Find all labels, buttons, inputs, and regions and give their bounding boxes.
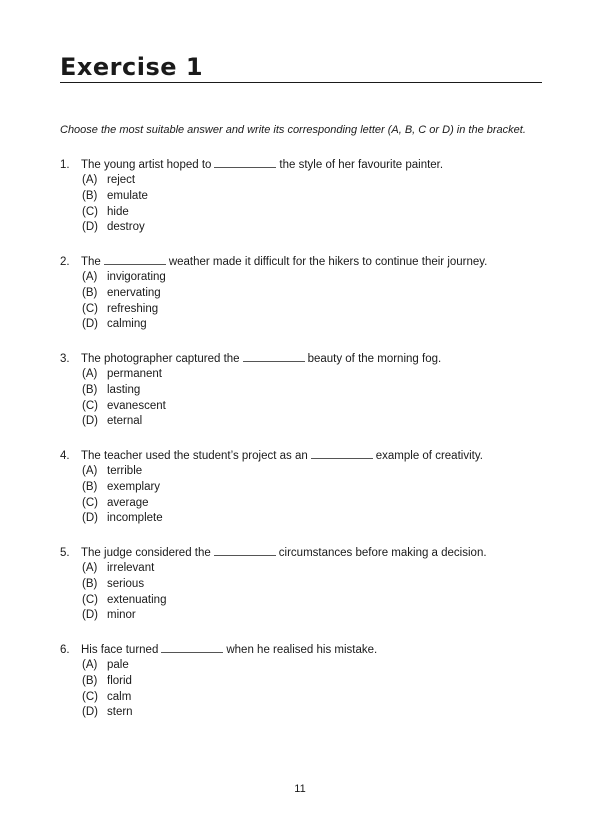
option-text: average <box>107 496 149 509</box>
option-b <box>60 286 560 302</box>
option-c <box>60 690 560 706</box>
stem-before: The photographer captured the <box>81 353 240 365</box>
option-letter: (A) <box>82 174 98 186</box>
option-letter: (C) <box>82 593 98 606</box>
option-letter: (B) <box>82 674 98 687</box>
option-letter: (B) <box>82 286 98 299</box>
option-text: serious <box>107 577 145 590</box>
page-number: 11 <box>294 783 306 795</box>
question-3 <box>60 351 560 448</box>
question-stem <box>60 157 560 173</box>
option-text: hide <box>107 205 129 218</box>
question-number: 1. <box>60 159 70 171</box>
option-c <box>60 205 560 221</box>
stem-after: weather made it difficult for the hikers to continue their journey. <box>168 256 488 268</box>
question-6 <box>60 642 560 739</box>
question-5 <box>60 545 560 642</box>
option-c <box>60 593 560 609</box>
option-text: enervating <box>107 286 161 299</box>
option-d <box>60 317 560 333</box>
question-stem <box>60 254 560 270</box>
option-d <box>60 511 560 527</box>
stem-before: The <box>81 256 101 268</box>
option-a <box>60 561 560 577</box>
stem-before: The judge considered the <box>81 547 211 559</box>
option-text: irrelevant <box>107 562 155 574</box>
answer-blank <box>311 448 373 459</box>
question-number: 2. <box>60 256 70 268</box>
question-stem <box>60 642 560 658</box>
option-letter: (C) <box>82 690 98 703</box>
option-d <box>60 414 560 430</box>
option-letter: (C) <box>82 205 98 218</box>
option-letter: (A) <box>82 659 98 671</box>
option-text: calming <box>107 318 147 331</box>
option-list <box>60 270 560 333</box>
option-a <box>60 658 560 674</box>
option-a <box>60 173 560 189</box>
stem-after: circumstances before making a decision. <box>278 547 487 559</box>
option-c <box>60 496 560 512</box>
option-c <box>60 302 560 318</box>
option-letter: (D) <box>82 318 98 331</box>
option-text: destroy <box>107 221 145 234</box>
option-text: eternal <box>107 415 143 428</box>
option-a <box>60 270 560 286</box>
answer-blank <box>214 157 276 168</box>
option-text: exemplary <box>107 480 161 493</box>
option-letter: (D) <box>82 512 98 525</box>
option-text: extenuating <box>107 593 167 606</box>
option-letter: (B) <box>82 480 98 493</box>
option-letter: (D) <box>82 706 98 719</box>
option-letter: (B) <box>82 189 98 202</box>
option-letter: (B) <box>82 577 98 590</box>
option-text: incomplete <box>107 512 163 525</box>
option-text: stern <box>107 706 133 719</box>
option-d <box>60 608 560 624</box>
question-number: 4. <box>60 450 70 462</box>
question-4 <box>60 448 560 545</box>
answer-blank <box>214 545 276 556</box>
option-letter: (B) <box>82 383 98 396</box>
page-title: Exercise 1 <box>60 53 204 81</box>
option-d <box>60 705 560 721</box>
stem-after: the style of her favourite painter. <box>279 159 444 171</box>
option-letter: (C) <box>82 399 98 412</box>
option-c <box>60 399 560 415</box>
answer-blank <box>104 254 166 265</box>
question-number: 5. <box>60 547 70 559</box>
question-stem <box>60 351 560 367</box>
option-text: terrible <box>107 465 143 477</box>
option-a <box>60 367 560 383</box>
answer-blank <box>243 351 305 362</box>
answer-blank <box>161 642 223 653</box>
option-letter: (A) <box>82 465 98 477</box>
stem-after: beauty of the morning fog. <box>307 353 442 365</box>
option-letter: (C) <box>82 302 98 315</box>
option-letter: (A) <box>82 562 98 574</box>
option-text: evanescent <box>107 399 166 412</box>
option-b <box>60 674 560 690</box>
question-2 <box>60 254 560 351</box>
question-number: 3. <box>60 353 70 365</box>
option-b <box>60 577 560 593</box>
option-list <box>60 367 560 430</box>
question-stem <box>60 448 560 464</box>
stem-after: example of creativity. <box>375 450 483 462</box>
option-letter: (D) <box>82 415 98 428</box>
question-list <box>60 157 560 739</box>
stem-before: The young artist hoped to <box>81 159 212 171</box>
option-b <box>60 189 560 205</box>
option-text: florid <box>107 674 132 687</box>
option-d <box>60 220 560 236</box>
option-text: permanent <box>107 368 162 380</box>
option-text: calm <box>107 690 132 703</box>
question-number: 6. <box>60 644 70 656</box>
option-text: emulate <box>107 189 148 202</box>
option-b <box>60 480 560 496</box>
option-letter: (D) <box>82 609 98 622</box>
option-a <box>60 464 560 480</box>
question-1 <box>60 157 560 254</box>
option-letter: (C) <box>82 496 98 509</box>
option-text: invigorating <box>107 271 166 283</box>
option-text: refreshing <box>107 302 159 315</box>
instructions: Choose the most suitable answer and write its corresponding letter (A, B, C or D) in the bracket. <box>60 124 526 136</box>
option-list <box>60 173 560 236</box>
option-list <box>60 561 560 624</box>
option-letter: (A) <box>82 368 98 380</box>
option-list <box>60 658 560 721</box>
title-underline <box>60 52 542 83</box>
stem-before: His face turned <box>81 644 159 656</box>
option-text: minor <box>107 609 136 622</box>
stem-before: The teacher used the student’s project as an <box>81 450 308 462</box>
question-stem <box>60 545 560 561</box>
option-list <box>60 464 560 527</box>
option-text: lasting <box>107 383 141 396</box>
stem-after: when he realised his mistake. <box>226 644 378 656</box>
option-letter: (A) <box>82 271 98 283</box>
option-b <box>60 383 560 399</box>
option-text: pale <box>107 659 129 671</box>
option-text: reject <box>107 174 136 186</box>
option-letter: (D) <box>82 221 98 234</box>
